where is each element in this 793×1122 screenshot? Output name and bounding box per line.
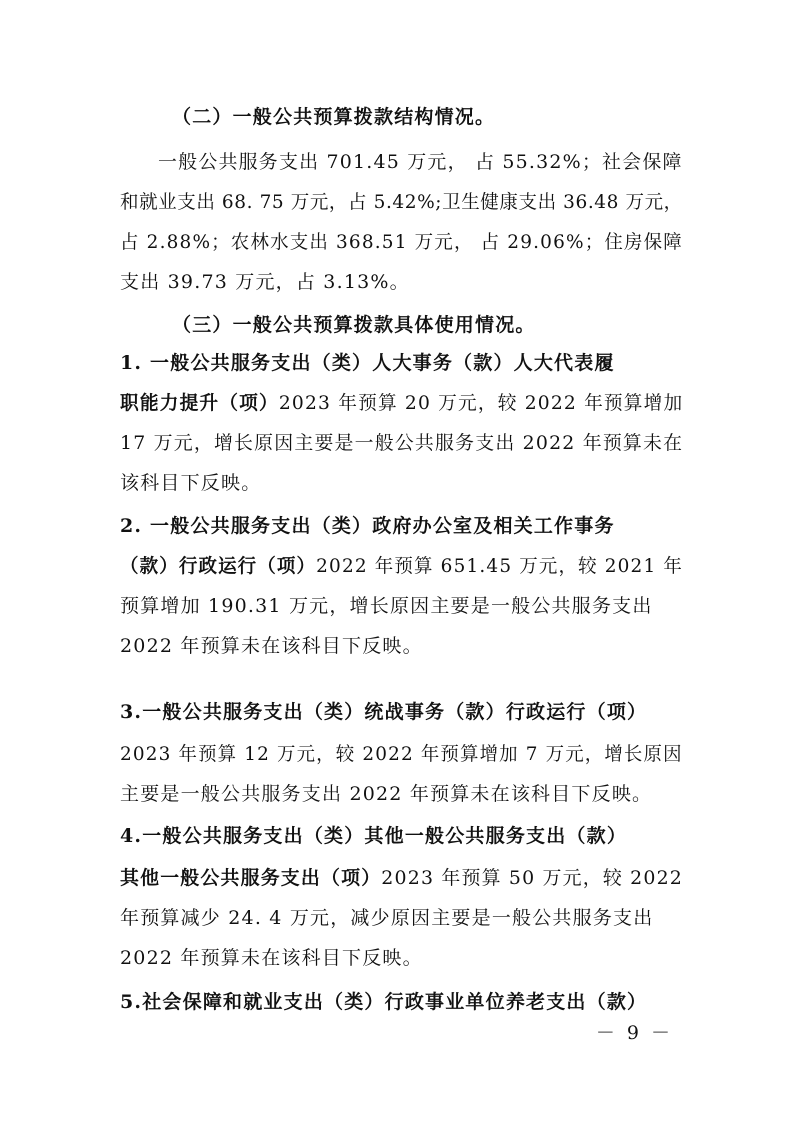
paragraph-line: 年预算减少 24. 4 万元，减少原因主要是一般公共服务支出	[120, 907, 654, 929]
paragraph-line: 支出 39.73 万元，占 3.13%。	[120, 271, 410, 293]
item-4-heading: 4.一般公共服务支出（类）其他一般公共服务支出（款）	[120, 825, 628, 847]
paragraph-line: 2022 年预算未在该科目下反映。	[120, 635, 423, 657]
item-2-heading: 2. 一般公共服务支出（类）政府办公室及相关工作事务	[120, 515, 615, 537]
item-2-line	[120, 554, 683, 578]
paragraph-line: 该科目下反映。	[120, 472, 262, 494]
paragraph-line: 预算增加 190.31 万元，增长原因主要是一般公共服务支出	[120, 595, 653, 617]
item-5-heading: 5.社会保障和就业支出（类）行政事业单位养老支出（款）	[120, 991, 648, 1013]
item-2-text: 2022 年预算 651.45 万元，较 2021 年	[316, 555, 683, 577]
section-heading-usage: （三）一般公共预算拨款具体使用情况。	[172, 314, 536, 336]
item-4-text: 2023 年预算 50 万元，较 2022	[381, 867, 684, 889]
item-1-line	[120, 391, 683, 415]
item-3-heading: 3.一般公共服务支出（类）统战事务（款）行政运行（项）	[120, 701, 648, 723]
item-1-subject: 职能力提升（项）	[120, 392, 279, 414]
paragraph-line: 一般公共服务支出 701.45 万元， 占 55.32%；社会保障	[158, 151, 683, 173]
item-1-text: 2023 年预算 20 万元，较 2022 年预算增加	[278, 392, 684, 414]
paragraph-line: 和就业支出 68. 75 万元，占 5.42%;卫生健康支出 36.48 万元，	[120, 191, 683, 213]
item-2-subject: （款）行政运行（项）	[120, 555, 317, 577]
paragraph-line: 17 万元，增长原因主要是一般公共服务支出 2022 年预算未在	[120, 432, 684, 454]
item-1-heading: 1. 一般公共服务支出（类）人大事务（款）人大代表履	[120, 352, 615, 374]
page-number: － 9 －	[595, 1022, 673, 1044]
item-4-subject: 其他一般公共服务支出（项）	[120, 867, 382, 889]
paragraph-line: 占 2.88%；农林水支出 368.51 万元， 占 29.06%；住房保障	[120, 231, 683, 253]
section-heading-structure: （二）一般公共预算拨款结构情况。	[172, 106, 496, 128]
paragraph-line: 主要是一般公共服务支出 2022 年预算未在该科目下反映。	[120, 783, 653, 805]
paragraph-line: 2022 年预算未在该科目下反映。	[120, 947, 423, 969]
paragraph-line: 2023 年预算 12 万元，较 2022 年预算增加 7 万元，增长原因	[120, 743, 683, 765]
item-4-line	[120, 866, 683, 890]
